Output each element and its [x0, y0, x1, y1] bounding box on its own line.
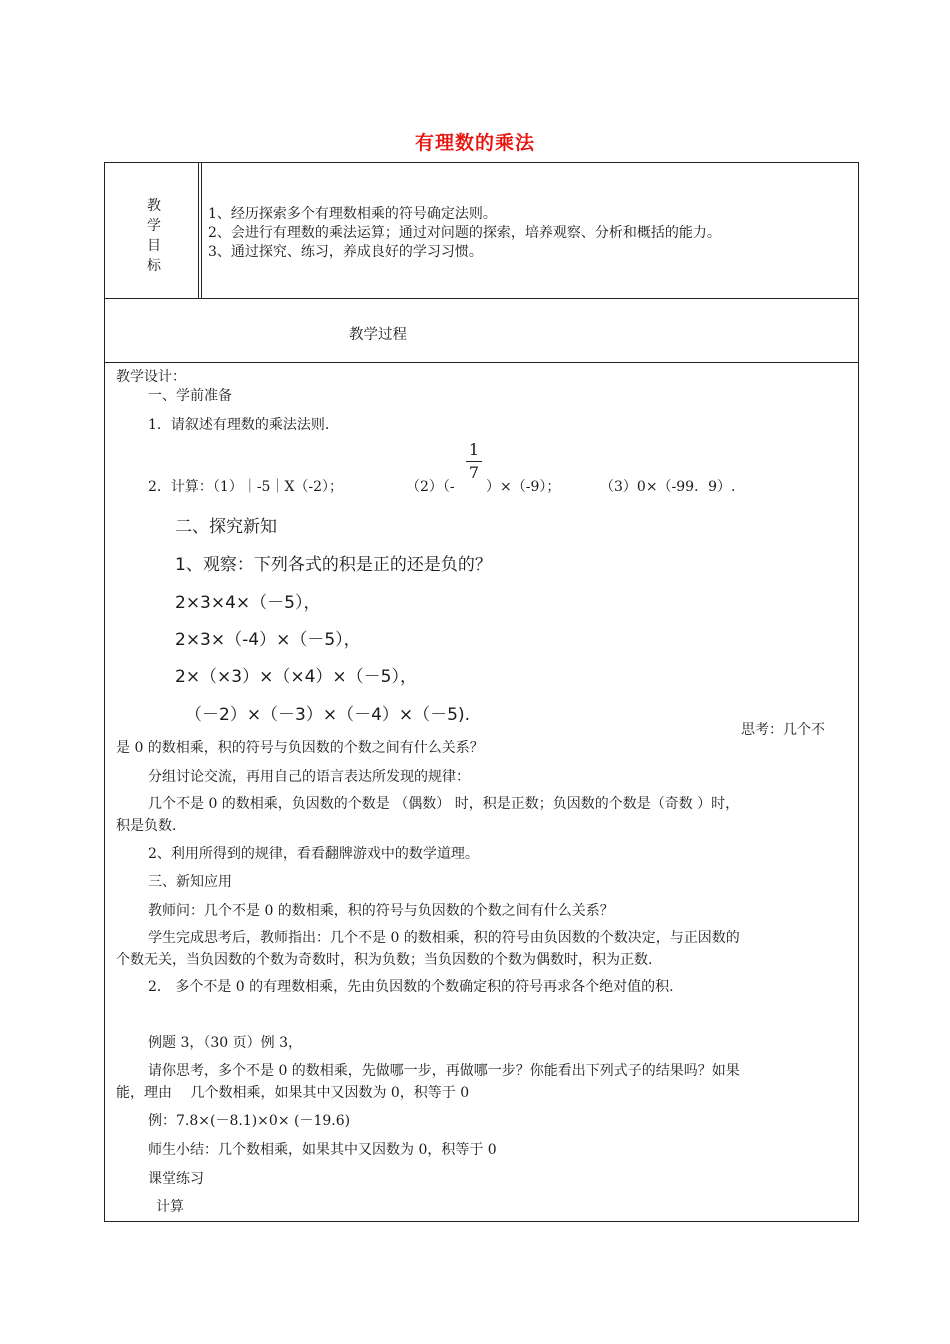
table-divider [104, 298, 859, 299]
calc-heading: 计算 [156, 1199, 184, 1215]
question-1: 1．请叙述有理数的乘法法则. [148, 417, 330, 433]
think-question-line: 能，理由 几个数相乘，如果其中又因数为 0，积等于 0 [116, 1085, 470, 1101]
item-2: 2、利用所得到的规律，看看翻牌游戏中的数学道理。 [148, 846, 479, 862]
question-2-part-3: （3）0×（-99．9）. [600, 479, 736, 495]
table-column-divider [201, 162, 202, 299]
rule-line: 积是负数. [116, 818, 177, 834]
practice-heading: 课堂练习 [148, 1171, 204, 1187]
goals-list [208, 205, 721, 262]
process-heading: 教学过程 [349, 327, 407, 343]
rule-line: 几个不是 0 的数相乘，负因数的个数是 （偶数） 时，积是正数；负因数的个数是（奇数 ）时， [148, 796, 740, 812]
think-prompt: 思考：几个不 [741, 722, 825, 738]
group-discussion: 分组讨论交流，再用自己的语言表达所发现的规律： [148, 769, 470, 785]
example-expression: 例：7.8×(－8.1)×0× (－19.6) [148, 1113, 351, 1129]
multiply-rule: 2． 多个不是 0 的有理数相乘，先由负因数的个数确定积的符号再求各个绝对值的积. [148, 979, 674, 995]
observe-prompt: 1、观察：下列各式的积是正的还是负的？ [175, 555, 492, 575]
section-1-heading: 一、学前准备 [148, 388, 232, 404]
goals-label-char: 学 [147, 218, 161, 234]
goals-label-char: 标 [147, 258, 161, 274]
table-column-divider [198, 162, 199, 299]
fraction-denominator: 7 [468, 463, 480, 482]
goal-item: 3、通过探究、练习，养成良好的学习习惯。 [208, 244, 483, 260]
goals-label [140, 196, 168, 276]
goals-label-char: 教 [147, 198, 161, 214]
expression-2: 2×3×（-4）×（－5）， [175, 630, 361, 650]
question-2-part-1: 2．计算：（1）｜-5｜X（-2）； [148, 479, 344, 495]
section-2-heading: 二、探究新知 [175, 517, 277, 537]
explanation-line: 个数无关，当负因数的个数为奇数时，积为负数；当负因数的个数为偶数时，积为正数. [116, 952, 653, 968]
design-label: 教学设计： [116, 369, 186, 385]
section-3-heading: 三、新知应用 [148, 874, 232, 890]
think-question-line: 请你思考，多个不是 0 的数相乘，先做哪一步，再做哪一步？你能看出下列式子的结果吗？如果 [148, 1063, 740, 1079]
think-question [116, 1060, 856, 1104]
expression-4: （－2）×（－3）×（－4）×（－5). [185, 705, 471, 725]
teacher-explanation [116, 927, 856, 971]
teacher-question: 教师问：几个不是 0 的数相乘，积的符号与负因数的个数之间有什么关系？ [148, 903, 614, 919]
fraction-bar [466, 461, 482, 462]
goal-item: 2、会进行有理数的乘法运算；通过对问题的探索，培养观察、分析和概括的能力。 [208, 225, 721, 241]
fraction-numerator: 1 [468, 440, 480, 459]
table-divider [104, 362, 859, 363]
expression-3: 2×（×3）×（×4）×（－5）， [175, 667, 417, 687]
page-title: 有理数的乘法 [414, 132, 535, 154]
think-prompt-cont: 是 0 的数相乘，积的符号与负因数的个数之间有什么关系？ [116, 740, 484, 756]
example-reference: 例题 3，（30 页）例 3， [148, 1035, 302, 1051]
expression-1: 2×3×4×（－5）， [175, 593, 321, 613]
explanation-line: 学生完成思考后，教师指出：几个不是 0 的数相乘，积的符号由负因数的个数决定，与正因数的 [148, 930, 740, 946]
rule-paragraph [116, 793, 856, 837]
fraction [466, 441, 482, 482]
question-2-part-2-close: ）×（-9）； [486, 479, 561, 495]
goal-item: 1、经历探索多个有理数相乘的符号确定法则。 [208, 206, 497, 222]
goals-label-char: 目 [147, 238, 161, 254]
question-2-part-2-open: （2）（- [406, 479, 455, 495]
summary: 师生小结：几个数相乘，如果其中又因数为 0，积等于 0 [148, 1142, 497, 1158]
